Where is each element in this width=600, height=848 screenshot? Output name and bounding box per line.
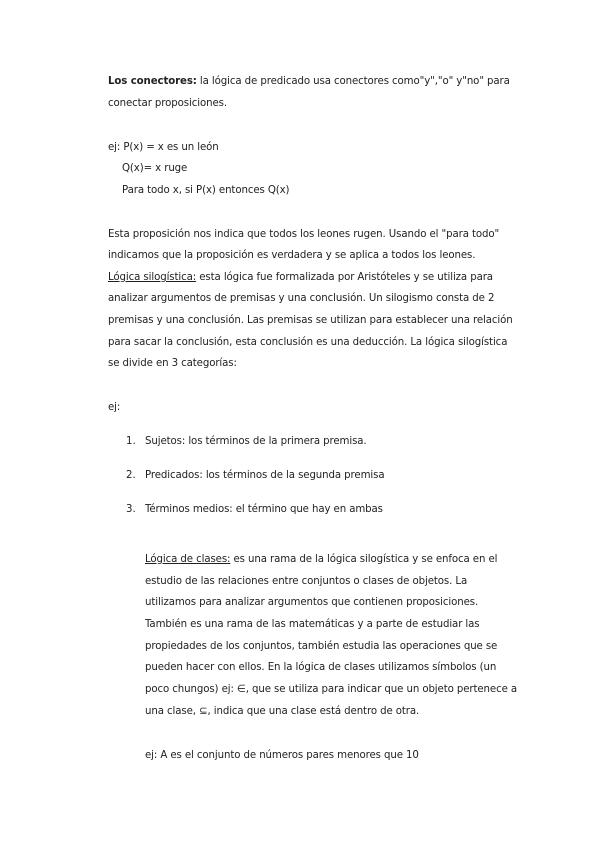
list-item-2-text: Predicados: los términos de la segunda premisa — [145, 470, 385, 481]
paragraph-3-line-4: También es una rama de las matemáticas y a parte de estudiar las — [145, 619, 480, 630]
example-1-line-1: ej: P(x) = x es un león — [108, 142, 219, 153]
example-3-line-1: ej: A es el conjunto de números pares menores que 10 — [145, 750, 419, 761]
paragraph-2-line-6: para sacar la conclusión, esta conclusión es una deducción. La lógica silogística — [108, 337, 508, 348]
paragraph-2-line-3 — [108, 271, 493, 285]
paragraph-conectores-line-1 — [108, 75, 510, 89]
list-item-3-text: Términos medios: el término que hay en ambas — [145, 504, 383, 515]
list-item-1-text: Sujetos: los términos de la primera premisa. — [145, 436, 367, 447]
paragraph-conectores-line-2: conectar proposiciones. — [108, 98, 227, 109]
paragraph-2-line-7: se divide en 3 categorías: — [108, 358, 237, 369]
heading-logica-silogistica: Lógica silogística: — [108, 272, 197, 283]
example-1-line-3: Para todo x, si P(x) entonces Q(x) — [122, 185, 290, 196]
list-item-2-number: 2. — [126, 470, 136, 481]
paragraph-2-line-1: Esta proposición nos indica que todos los leones rugen. Usando el "para todo" — [108, 229, 500, 240]
paragraph-3-line-7: poco chungos) ej: ∈, que se utiliza para indicar que un objeto pertenece a — [145, 684, 518, 695]
paragraph-2-line-2: indicamos que la proposición es verdadera y se aplica a todos los leones. — [108, 250, 476, 261]
paragraph-2-line-4: analizar argumentos de premisas y una conclusión. Un silogismo consta de 2 — [108, 293, 495, 304]
silogistica-text: esta lógica fue formalizada por Aristóteles y se utiliza para — [196, 272, 493, 283]
paragraph-3-line-6: pueden hacer con ellos. En la lógica de clases utilizamos símbolos (un — [145, 662, 497, 673]
example-1-line-2: Q(x)= x ruge — [122, 163, 188, 174]
heading-conectores: Los conectores: — [108, 76, 197, 87]
paragraph-3-line-1 — [145, 553, 497, 567]
paragraph-2-line-5: premisas y una conclusión. Las premisas se utilizan para establecer una relación — [108, 315, 513, 326]
heading-logica-de-clases: Lógica de clases: — [145, 554, 231, 565]
list-item-3-number: 3. — [126, 504, 136, 515]
paragraph-3-line-2: estudio de las relaciones entre conjuntos o clases de objetos. La — [145, 576, 468, 587]
conectores-text: la lógica de predicado usa conectores como"y","o" y"no" para — [199, 76, 510, 87]
list-item-1-number: 1. — [126, 436, 136, 447]
paragraph-3-line-5: propiedades de los conjuntos, también estudia las operaciones que se — [145, 641, 498, 652]
paragraph-3-line-3: utilizamos para analizar argumentos que contienen proposiciones. — [145, 597, 479, 608]
clases-text: es una rama de la lógica silogística y se enfoca en el — [230, 554, 498, 565]
paragraph-3-line-8: una clase, ⊆, indica que una clase está dentro de otra. — [145, 706, 420, 717]
example-2-label: ej: — [108, 402, 121, 413]
